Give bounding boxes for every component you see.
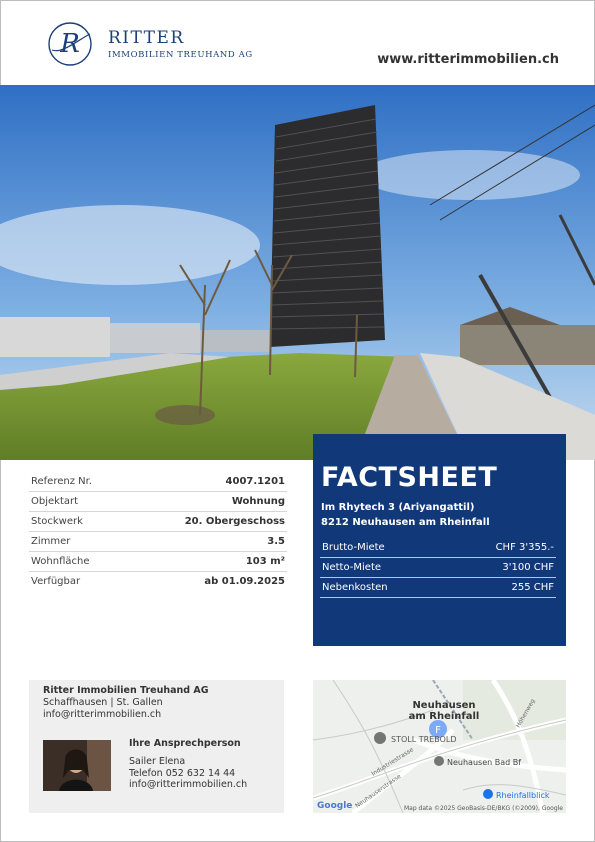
- address-line-2: 8212 Neuhausen am Rheinfall: [321, 517, 490, 528]
- detail-value: ab 01.09.2025: [204, 576, 285, 587]
- detail-label: Stockwerk: [31, 516, 83, 527]
- detail-value: 103 m²: [245, 556, 285, 567]
- detail-label: Referenz Nr.: [31, 476, 92, 487]
- contact-company-email[interactable]: info@ritterimmobilien.ch: [43, 709, 162, 720]
- detail-label: Verfügbar: [31, 576, 81, 587]
- contact-card: [29, 680, 284, 813]
- factsheet-title: FACTSHEET: [321, 462, 498, 493]
- contact-locations: Schaffhausen | St. Gallen: [43, 697, 163, 708]
- detail-row-available: [29, 572, 287, 591]
- website-link[interactable]: www.ritterimmobilien.ch: [377, 52, 559, 67]
- map-street-2: Neuhauserstrasse: [354, 772, 403, 810]
- factsheet-box: [313, 434, 566, 646]
- map-place-name-line2: am Rheinfall: [408, 711, 480, 722]
- contact-person-email[interactable]: info@ritterimmobilien.ch: [129, 779, 248, 790]
- svg-text:R: R: [60, 29, 80, 59]
- rent-table: [320, 538, 556, 598]
- rent-row-net: [320, 558, 556, 578]
- rent-row-additional-costs: [320, 578, 556, 598]
- rent-value: 3'100 CHF: [502, 562, 554, 573]
- rent-row-gross: [320, 538, 556, 558]
- svg-text:F: F: [435, 725, 441, 736]
- contact-phone[interactable]: Telefon 052 632 14 44: [129, 768, 236, 779]
- map-street-1: Industriestrasse: [370, 746, 415, 778]
- detail-row-floor: [29, 512, 287, 532]
- google-logo: Google: [317, 801, 353, 811]
- detail-label: Zimmer: [31, 536, 71, 547]
- brand-name: RITTER: [108, 28, 185, 48]
- rent-value: 255 CHF: [511, 582, 554, 593]
- ritter-logo-icon: [42, 20, 98, 68]
- map-place-name: Neuhausen: [412, 700, 476, 711]
- factsheet-address: [321, 500, 490, 530]
- detail-value: 4007.1201: [225, 476, 285, 487]
- map-label-rheinfall: Rheinfallblick: [496, 791, 550, 800]
- rent-label: Netto-Miete: [322, 562, 382, 573]
- detail-label: Wohnfläche: [31, 556, 90, 567]
- contact-person-heading: Ihre Ansprechperson: [129, 738, 241, 749]
- map-street-3: Höhenweg: [514, 697, 537, 729]
- map-label-stoll: STOLL TREBOLD: [391, 735, 457, 744]
- property-details: [29, 472, 287, 591]
- contact-company: Ritter Immobilien Treuhand AG: [43, 685, 209, 696]
- address-line-1: Im Rhytech 3 (Ariyangattil): [321, 502, 475, 513]
- building-photo: [0, 85, 595, 460]
- map-label-station: Neuhausen Bad Bf: [447, 758, 522, 767]
- location-map[interactable]: [313, 680, 566, 813]
- detail-value: 20. Obergeschoss: [184, 516, 285, 527]
- detail-value: 3.5: [267, 536, 285, 547]
- detail-value: Wohnung: [231, 496, 285, 507]
- rent-label: Nebenkosten: [322, 582, 388, 593]
- detail-row-object-type: [29, 492, 287, 512]
- detail-label: Objektart: [31, 496, 79, 507]
- brand-subtitle: IMMOBILIEN TREUHAND AG: [108, 50, 253, 60]
- detail-row-rooms: [29, 532, 287, 552]
- contact-avatar: [43, 740, 111, 791]
- contact-person-name: Sailer Elena: [129, 756, 186, 767]
- map-attribution: Map data ©2025 GeoBasis-DE/BKG (©2009), Google: [403, 805, 563, 812]
- rent-value: CHF 3'355.-: [495, 542, 554, 553]
- detail-row-reference: [29, 472, 287, 492]
- rent-label: Brutto-Miete: [322, 542, 385, 553]
- detail-row-living-area: [29, 552, 287, 572]
